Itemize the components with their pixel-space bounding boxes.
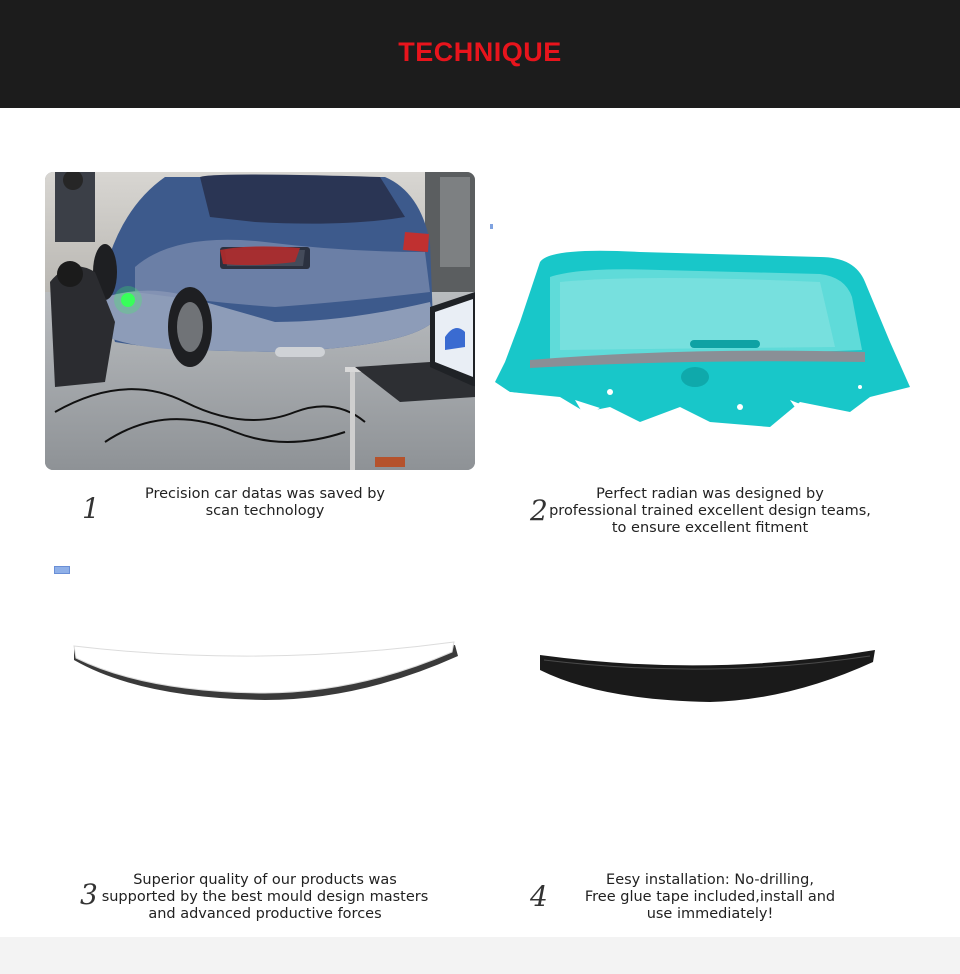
caption-line: Eesy installation: No-drilling, <box>606 872 814 888</box>
step-1-caption <box>115 486 415 520</box>
caption-line: supported by the best mould design masters <box>101 889 429 905</box>
marker-tag <box>54 566 70 574</box>
3d-scan-model <box>490 222 915 432</box>
step-3-caption <box>95 872 435 923</box>
caption-line: use immediately! <box>646 906 774 922</box>
caption-line: Perfect radian was designed by <box>596 486 824 502</box>
black-spoiler <box>530 630 885 720</box>
caption-line: professional trained excellent design teams, <box>549 503 871 519</box>
step-4-number: 4 <box>530 880 548 913</box>
step-1-number: 1 <box>82 492 100 525</box>
caption-line: and advanced productive forces <box>148 906 382 922</box>
caption-line: Superior quality of our products was <box>133 872 397 888</box>
caption-line: to ensure excellent fitment <box>611 520 809 536</box>
page-title: TECHNIQUE <box>398 36 562 67</box>
page-footer <box>0 937 960 974</box>
caption-line: Precision car datas was saved by <box>144 486 385 502</box>
caption-line: scan technology <box>205 503 325 519</box>
page-header <box>0 0 960 108</box>
step-4-caption <box>560 872 860 923</box>
white-spoiler <box>60 620 470 720</box>
car-scanning-photo <box>45 172 475 470</box>
step-2-caption <box>540 486 880 537</box>
step-2-number: 2 <box>530 494 548 527</box>
caption-line: Free glue tape included,install and <box>584 889 836 905</box>
step-3-number: 3 <box>80 878 98 911</box>
